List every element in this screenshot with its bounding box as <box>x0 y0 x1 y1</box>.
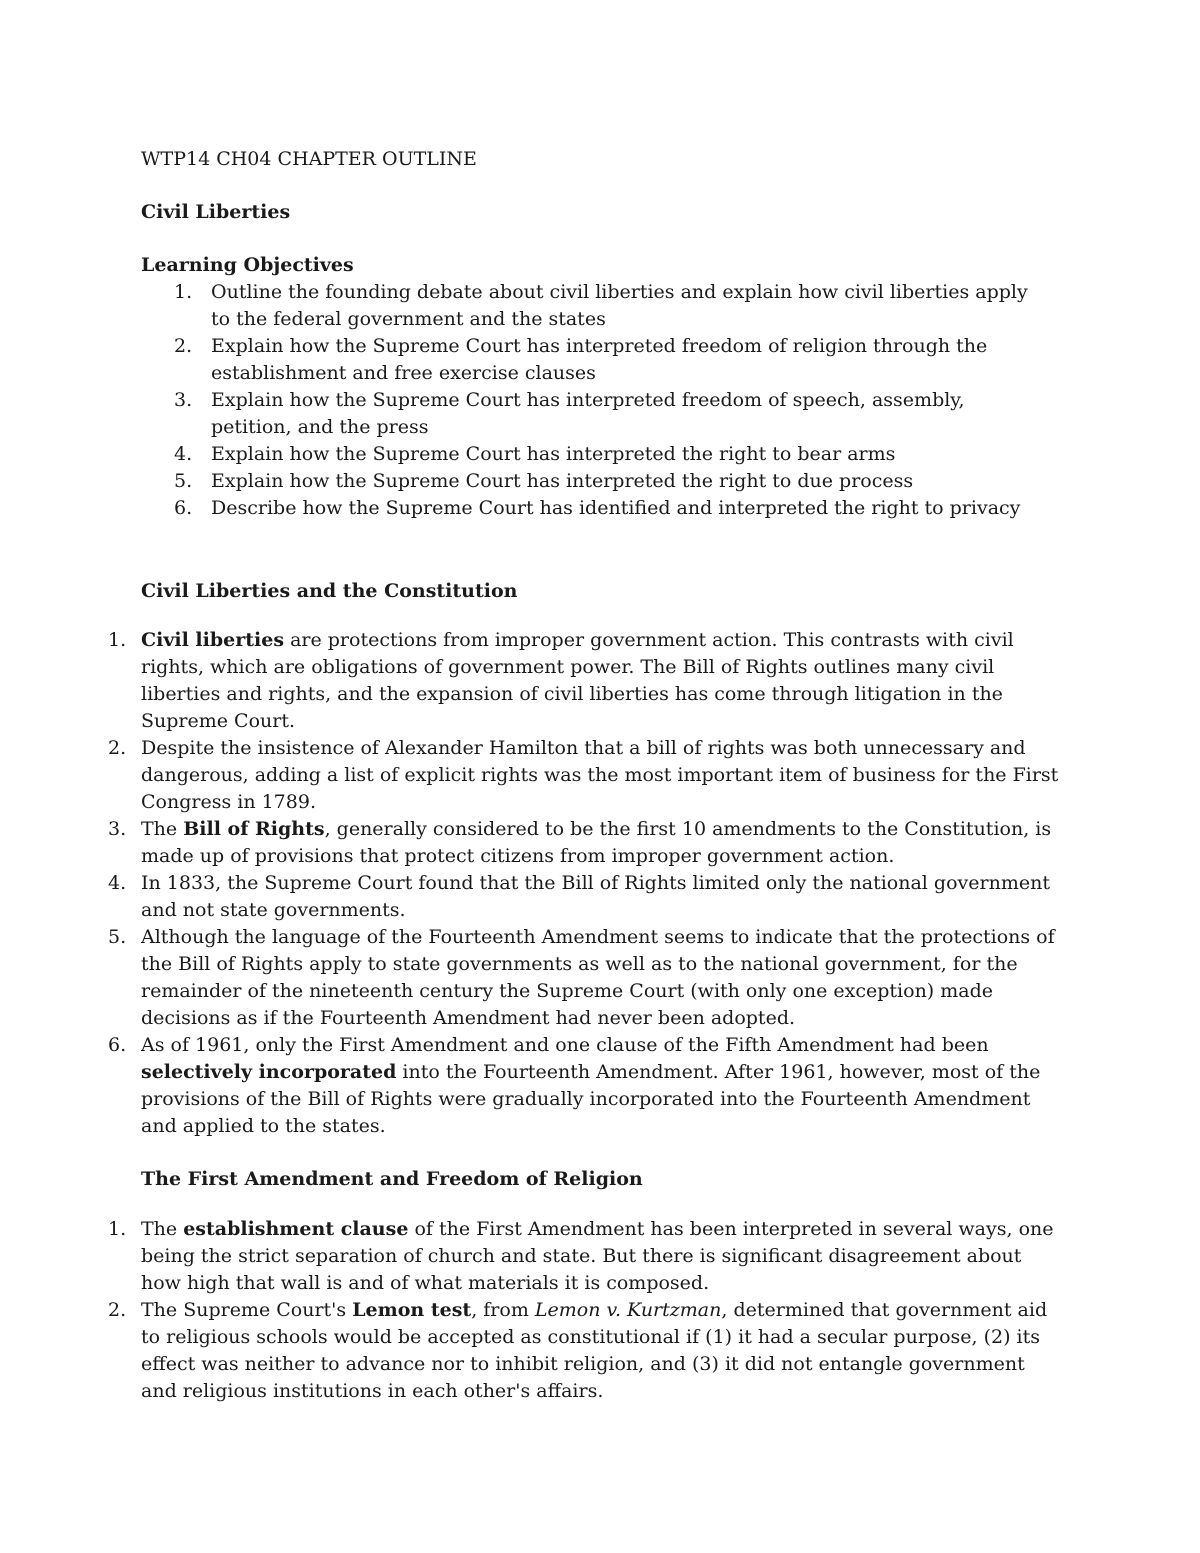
bold-term: Bill of Rights <box>183 818 325 840</box>
list-text: are protections from improper government action. This contrasts with civil rights, which are obligations of government power. The Bill of Rights outlines many civil liberties and rights, and the expansion of civil liberties has come through litigation in the Supreme Court. <box>141 629 1014 732</box>
list-text: The <box>141 818 184 840</box>
document-title: WTP14 CH04 CHAPTER OUTLINE <box>141 148 477 170</box>
list-number: 6. <box>108 1034 127 1056</box>
list-number: 4. <box>174 443 193 465</box>
bold-term: Lemon test <box>352 1299 472 1321</box>
list-number: 3. <box>174 389 193 411</box>
list-item <box>108 870 1061 924</box>
list-number: 6. <box>174 497 193 519</box>
objective-item <box>174 468 1051 495</box>
objective-text: Describe how the Supreme Court has identified and interpreted the right to privacy <box>211 497 1021 519</box>
list-number: 5. <box>108 926 127 948</box>
objective-item <box>174 387 1051 441</box>
list-text: Despite the insistence of Alexander Hamilton that a bill of rights was both unnecessary and dangerous, adding a list of explicit rights was the most important item of business for the First Congress in 1789. <box>141 737 1059 813</box>
list-text: of the First Amendment has been interpreted in several ways, one being the strict separation of church and state. But there is significant disagreement about how high that wall is and of what materials it is composed. <box>141 1218 1054 1294</box>
chapter-heading: Civil Liberties <box>141 201 291 223</box>
list-number: 1. <box>108 629 127 651</box>
list-item <box>108 1216 1061 1297</box>
objectives-list <box>174 279 1051 522</box>
objective-item <box>174 279 1051 333</box>
list-number: 3. <box>108 818 127 840</box>
bold-term: selectively incorporated <box>141 1061 397 1083</box>
section-heading-religion: The First Amendment and Freedom of Religion <box>141 1168 643 1190</box>
objective-item <box>174 441 1051 468</box>
list-text: , generally considered to be the first 10 amendments to the Constitution, is made up of provisions that protect citizens from improper government action. <box>141 818 1052 867</box>
list-number: 2. <box>108 1299 127 1321</box>
list-item <box>108 816 1061 870</box>
list-item <box>108 627 1061 735</box>
objective-text: Explain how the Supreme Court has interpreted freedom of religion through the establishment and free exercise clauses <box>211 335 988 384</box>
list-text: In 1833, the Supreme Court found that the Bill of Rights limited only the national government and not state governments. <box>141 872 1050 921</box>
list-text: , from <box>471 1299 535 1321</box>
objective-text: Explain how the Supreme Court has interpreted the right to due process <box>211 470 914 492</box>
list-text: , determined that government aid to religious schools would be accepted as constitutional if (1) it had a secular purpose, (2) its effect was neither to advance nor to inhibit religion, and (3) it did not entangle government and religious institutions in each other's affairs. <box>141 1299 1048 1402</box>
list-number: 2. <box>108 737 127 759</box>
list-number: 4. <box>108 872 127 894</box>
list-text: As of 1961, only the First Amendment and one clause of the Fifth Amendment had been <box>141 1034 989 1056</box>
bold-term: Civil liberties <box>141 629 285 651</box>
objective-item <box>174 333 1051 387</box>
list-number: 1. <box>108 1218 127 1240</box>
list-item <box>108 1297 1061 1405</box>
bold-term: establishment clause <box>183 1218 409 1240</box>
objective-text: Explain how the Supreme Court has interpreted the right to bear arms <box>211 443 896 465</box>
list-text: The Supreme Court's <box>141 1299 353 1321</box>
list-item <box>108 1032 1061 1140</box>
section-heading-constitution: Civil Liberties and the Constitution <box>141 580 518 602</box>
objective-text: Outline the founding debate about civil liberties and explain how civil liberties apply to the federal government and the states <box>211 281 1028 330</box>
list-item <box>108 735 1061 816</box>
objective-text: Explain how the Supreme Court has interpreted freedom of speech, assembly, petition, and the press <box>211 389 965 438</box>
objectives-heading: Learning Objectives <box>141 254 354 276</box>
italic-case-name: Lemon v. Kurtzman <box>534 1299 722 1321</box>
list-number: 1. <box>174 281 193 303</box>
list-number: 2. <box>174 335 193 357</box>
list-item <box>108 924 1061 1032</box>
list-text: into the Fourteenth Amendment. After 1961, however, most of the provisions of the Bill of Rights were gradually incorporated into the Fourteenth Amendment and applied to the states. <box>141 1061 1041 1137</box>
list-number: 5. <box>174 470 193 492</box>
list-text: The <box>141 1218 184 1240</box>
list-text: Although the language of the Fourteenth Amendment seems to indicate that the protections of the Bill of Rights apply to state governments as well as to the national government, for the remainder of the nineteenth century the Supreme Court (with only one exception) made decisions as if the Fourteenth Amendment had never been adopted. <box>141 926 1055 1029</box>
religion-list <box>108 1216 1061 1405</box>
objective-item <box>174 495 1051 522</box>
constitution-list <box>108 627 1061 1140</box>
